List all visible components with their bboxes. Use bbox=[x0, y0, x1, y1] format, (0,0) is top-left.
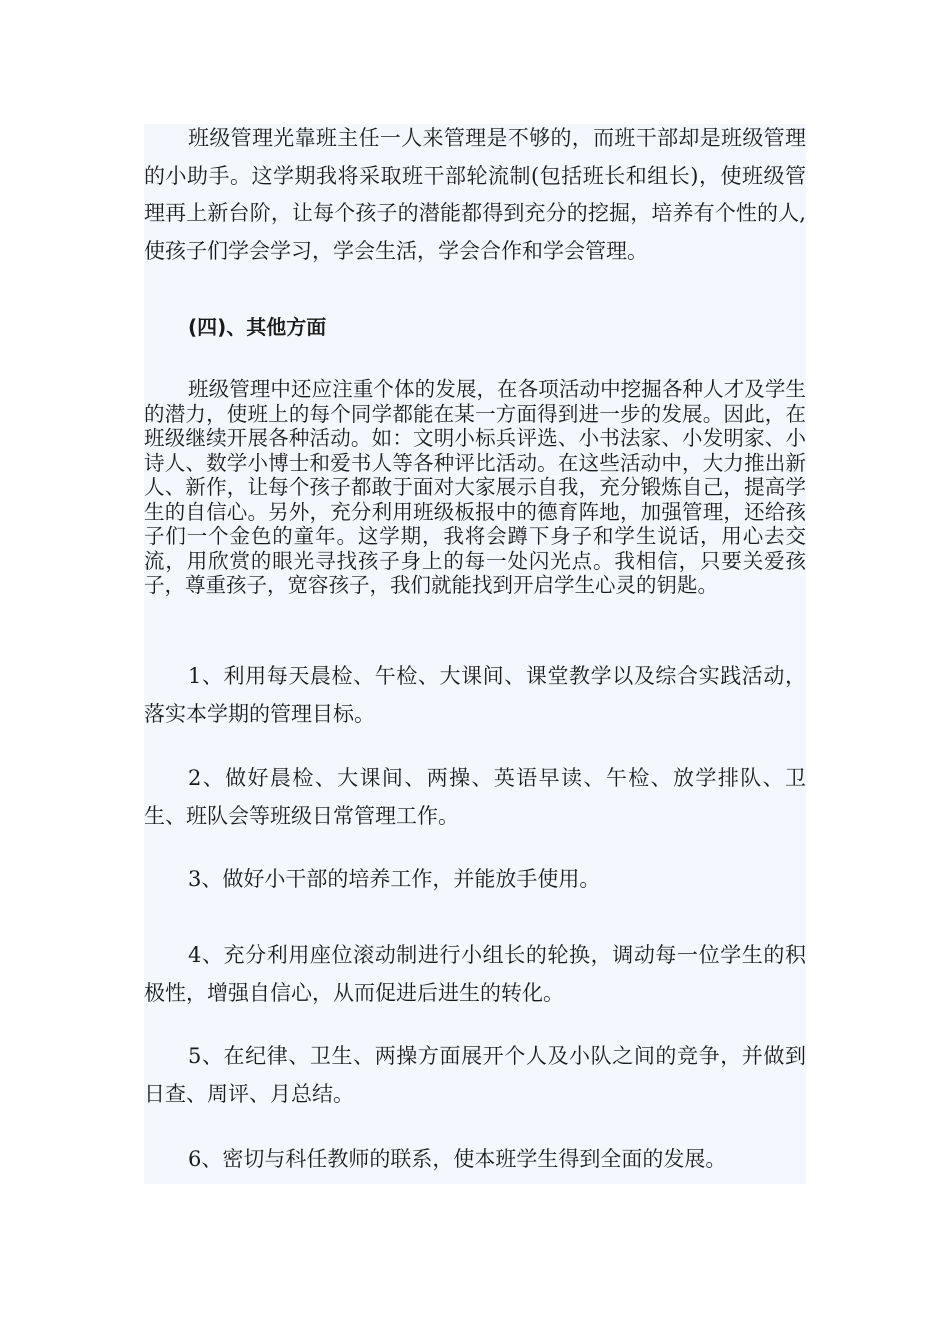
paragraph-intro: 班级管理光靠班主任一人来管理是不够的，而班干部却是班级管理的小助手。这学期我将采取班干部轮流制(包括班长和组长)，使班级管理再上新台阶，让每个孩子的潜能都得到充分的挖掘，培养有个性的人,使孩子们学会学习，学会生活，学会合作和学会管理。 bbox=[144, 126, 806, 263]
list-item-5: 5、在纪律、卫生、两操方面展开个人及小队之间的竞争，并做到日查、周评、月总结。 bbox=[144, 1044, 806, 1106]
list-item-4: 4、充分利用座位滚动制进行小组长的轮换，调动每一位学生的积极性，增强自信心，从而促进后进生的转化。 bbox=[144, 943, 806, 1005]
paragraph-body: 班级管理中还应注重个体的发展，在各项活动中挖掘各种人才及学生的潜力，使班上的每个同学都能在某一方面得到进一步的发展。因此，在班级继续开展各种活动。如：文明小标兵评选、小书法家、小发明家、小诗人、数学小博士和爱书人等各种评比活动。在这些活动中，大力推出新人、新作，让每个孩子都敢于面对大家展示自我，充分锻炼自己，提高学生的自信心。另外，充分利用班级板报中的德育阵地，加强管理，还给孩子们一个金色的童年。这学期，我将会蹲下身子和学生说话，用心去交流，用欣赏的眼光寻找孩子身上的每一处闪光点。我相信，只要关爱孩子，尊重孩子，宽容孩子，我们就能找到开启学生心灵的钥匙。 bbox=[144, 377, 806, 597]
content-background bbox=[144, 124, 806, 1184]
list-item-2: 2、做好晨检、大课间、两操、英语早读、午检、放学排队、卫生、班队会等班级日常管理工作。 bbox=[144, 766, 806, 828]
list-item-6: 6、密切与科任教师的联系，使本班学生得到全面的发展。 bbox=[188, 1147, 727, 1171]
list-item-1: 1、利用每天晨检、午检、大课间、课堂教学以及综合实践活动，落实本学期的管理目标。 bbox=[144, 664, 806, 726]
section-heading: (四)、其他方面 bbox=[188, 315, 327, 339]
list-item-3: 3、做好小干部的培养工作，并能放手使用。 bbox=[188, 867, 601, 891]
